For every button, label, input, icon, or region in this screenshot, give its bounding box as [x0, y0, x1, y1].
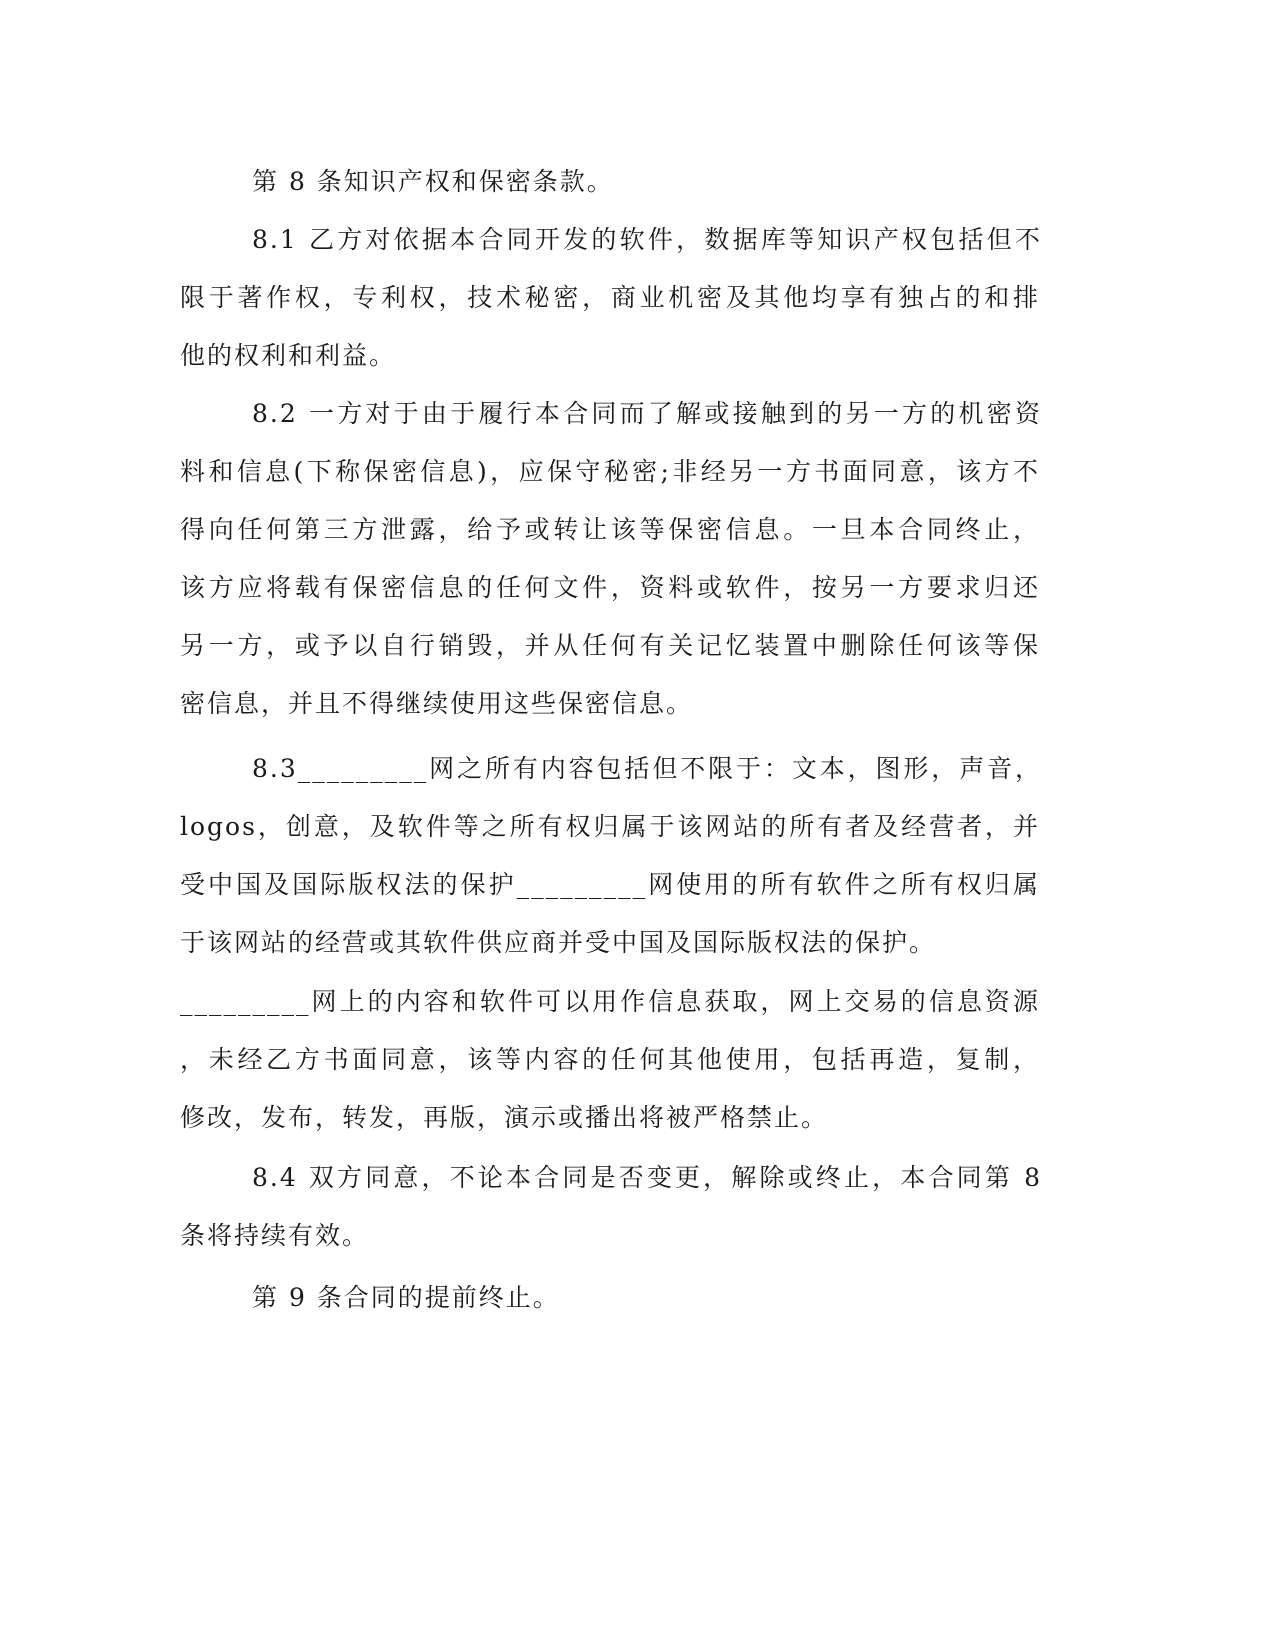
- paragraph-line: 他的权利和利益。: [180, 341, 397, 370]
- paragraph-line: 8.1 乙方对依据本合同开发的软件，数据库等知识产权包括但不: [252, 225, 1042, 254]
- paragraph-line: _________网上的内容和软件可以用作信息获取，网上交易的信息资源: [180, 987, 1040, 1016]
- paragraph-line: 该方应将载有保密信息的任何文件，资料或软件，按另一方要求归还: [180, 573, 1040, 602]
- section-8-heading: 第 8 条知识产权和保密条款。: [252, 167, 614, 196]
- paragraph-line: 条将持续有效。: [180, 1221, 370, 1250]
- paragraph-line: 8.4 双方同意，不论本合同是否变更，解除或终止，本合同第 8: [252, 1163, 1042, 1192]
- paragraph-line: 8.3_________网之所有内容包括但不限于：文本，图形，声音，: [252, 754, 1042, 783]
- paragraph-line: 料和信息(下称保密信息)，应保守秘密;非经另一方书面同意，该方不: [180, 457, 1040, 486]
- paragraph-line: ，未经乙方书面同意，该等内容的任何其他使用，包括再造，复制，: [180, 1045, 1040, 1074]
- paragraph-line: 于该网站的经营或其软件供应商并受中国及国际版权法的保护。: [180, 928, 937, 957]
- section-9-heading: 第 9 条合同的提前终止。: [252, 1283, 560, 1312]
- paragraph-line: 修改，发布，转发，再版，演示或播出将被严格禁止。: [180, 1103, 829, 1132]
- paragraph-line: 8.2 一方对于由于履行本合同而了解或接触到的另一方的机密资: [252, 399, 1042, 428]
- paragraph-line: logos，创意，及软件等之所有权归属于该网站的所有者及经营者，并: [180, 812, 1040, 841]
- paragraph-line: 受中国及国际版权法的保护_________网使用的所有软件之所有权归属: [180, 870, 1040, 899]
- paragraph-line: 另一方，或予以自行销毁，并从任何有关记忆装置中删除任何该等保: [180, 631, 1040, 660]
- paragraph-line: 限于著作权，专利权，技术秘密，商业机密及其他均享有独占的和排: [180, 283, 1040, 312]
- paragraph-line: 得向任何第三方泄露，给予或转让该等保密信息。一旦本合同终止，: [180, 515, 1040, 544]
- paragraph-line: 密信息，并且不得继续使用这些保密信息。: [180, 689, 694, 718]
